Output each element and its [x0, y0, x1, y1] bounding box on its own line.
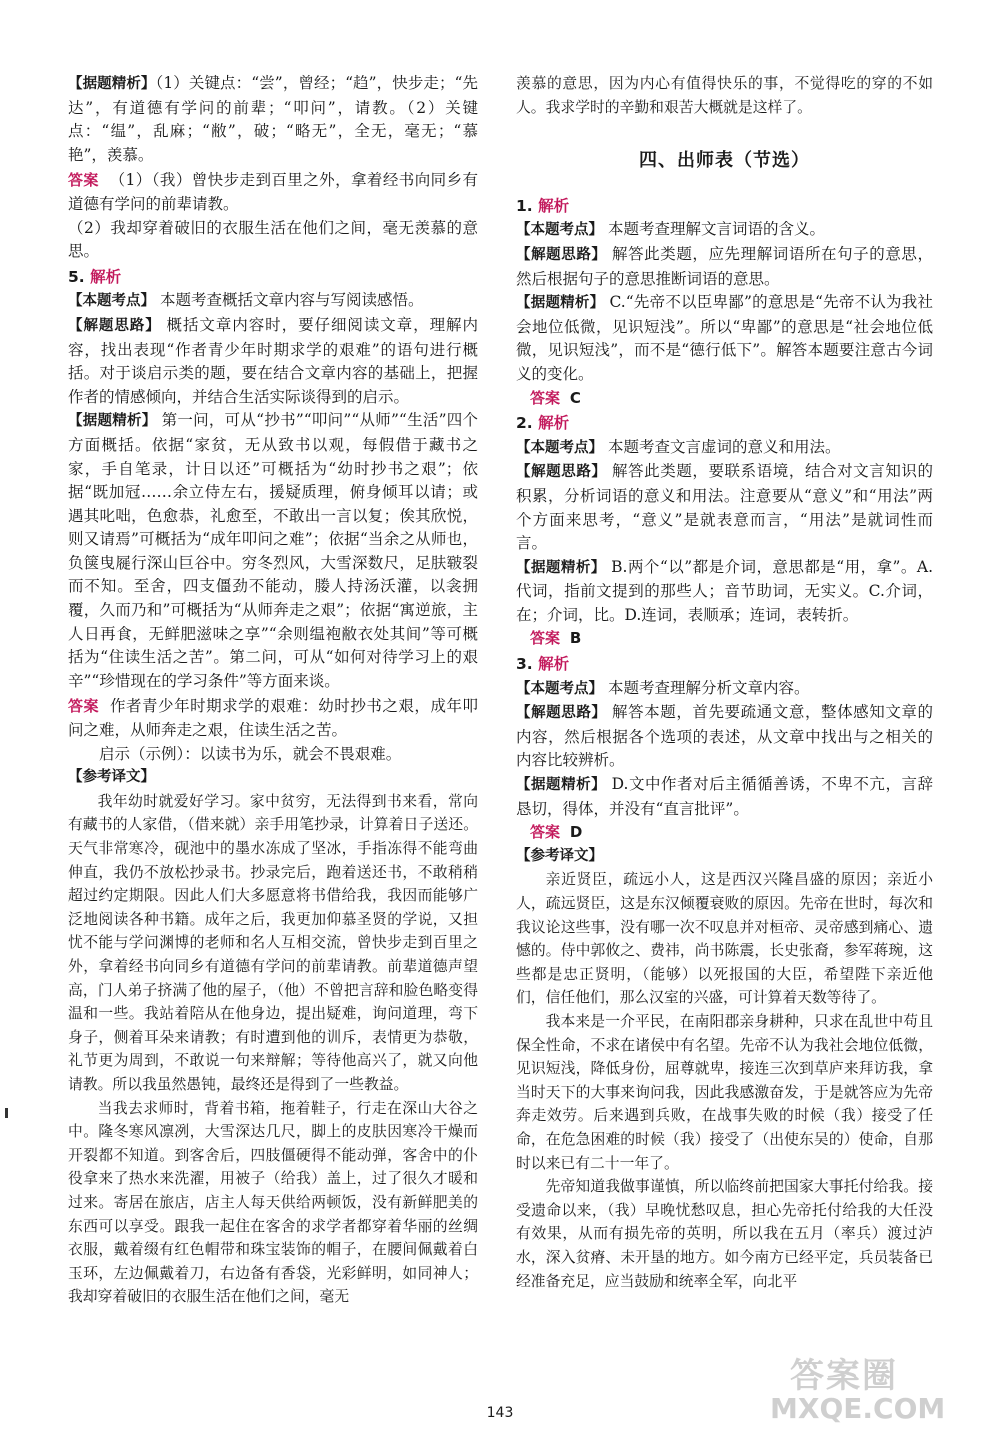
translation-tag: 【参考译文】: [516, 847, 603, 864]
answer-text: B: [569, 629, 582, 648]
answer-paragraph: [68, 169, 478, 216]
translation-continued: 羡慕的意思，因为内心有值得快乐的事，不觉得吃的穿的不如人。我求学时的辛勤和艰苦大概就是这样了。: [516, 75, 933, 116]
answer-text: 作者青少年时期求学的艰难：幼时抄书之艰，成年叩问之难，从师奔走之艰，住读生活之苦。: [68, 697, 478, 740]
translation-paragraph: 当我去求师时，背着书箱，拖着鞋子，行走在深山大谷之中。隆冬寒风凛冽，大雪深达几尺，脚上的皮肤因寒冷干燥而开裂都不知道。到客舍后，四肢僵硬得不能动弹，客舍中的仆役拿来了热水来洗濯，用被子（给我）盖上，过了很久才暖和过来。寄居在旅店，店主人每天供给两顿饭，没有新鲜肥美的东西可以享受。跟我一起住在客舍的求学者都穿着华丽的丝绸衣服，戴着缀有红色帽带和珠宝装饰的帽子，在腰间佩戴着白玉环，左边佩戴着刀，右边备有香袋，光彩鲜明，如同神人；我却穿着破旧的衣服生活在他们之间，毫无: [68, 1099, 478, 1306]
translation-paragraph: 我本来是一介平民，在南阳郡亲身耕种，只求在乱世中苟且保全性命，不求在诸侯中有名望。先帝不认为我社会地位低微，见识短浅，降低身份，屈尊就卑，接连三次到草庐来拜访我，拿当时天下的大事来询问我，因此我感激奋发，于是就答应为先帝奔走效劳。后来遇到兵败，在战事失败的时候（我）接受了任命，在危急困难的时候（我）接受了（出使东吴的）使命，自那时以来已有二十一年了。: [516, 1012, 933, 1172]
jingxi-paragraph: [516, 556, 933, 628]
answer-label: 答案: [530, 823, 561, 842]
section-tag: 【本题考点】: [516, 680, 603, 697]
question-label: 解析: [538, 196, 570, 215]
question-number: 1.: [516, 196, 533, 215]
watermark-url: MXQE.COM: [770, 1392, 946, 1425]
answer-label: 答案: [530, 629, 561, 648]
question-label: 解析: [90, 267, 122, 286]
question-number: 5.: [68, 267, 85, 286]
section-tag: 【本题考点】: [516, 439, 603, 456]
answer-text: D: [569, 823, 583, 842]
paragraph-text: 本题考查理解文言词语的含义。: [607, 220, 825, 239]
answer-text: （1）（我）曾快步走到百里之外，拿着经书向同乡有道德有学问的前辈请教。: [68, 171, 478, 213]
right-column: [516, 72, 933, 1293]
question-header-3: [516, 653, 933, 677]
section-tag: 【本题考点】: [516, 222, 603, 239]
answer-label: 答案: [68, 171, 99, 190]
jingxi-paragraph: [68, 409, 478, 693]
section-tag: 【据题精析】: [68, 76, 156, 92]
paragraph-text: 解答此类题，要联系语境，结合对文言知识的积累，分析词语的意义和用法。注意要从“意义”和“用法”两个方面来思考，“意义”是就表意而言，“用法”是就词性而言。: [516, 462, 933, 553]
paragraph-text: 解答此类题，应先理解词语所在句子的意思，然后根据句子的意思推断词语的意思。: [516, 244, 933, 288]
question-header-5: [68, 266, 478, 290]
paragraph-text: B.两个“以”都是介词，意思都是“用，拿”。A.代词，指前文提到的那些人；音节助词，无实义。C.介词，在；介词，比。D.连词，表顺承；连词，表转折。: [516, 557, 933, 624]
answer-continued: 启示（示例）：以读书为乐，就会不畏艰难。: [99, 744, 402, 763]
section-tag: 【解题思路】: [516, 464, 607, 481]
section-title: 四、出师表（节选）: [639, 150, 810, 172]
jingxi-paragraph: [516, 773, 933, 821]
question-number: 3.: [516, 655, 533, 674]
question-header-1: [516, 195, 933, 219]
answer-paragraph: [68, 695, 478, 742]
paragraph-text: （1）关键点：“尝”，曾经；“趋”，快步走；“先达”，有道德有学问的前辈；“叩问”，请教。（2）关键点：“缊”，乱麻；“敝”，破；“略无”，全无，毫无；“慕艳”，羡慕。: [68, 74, 479, 164]
silu-paragraph: [516, 460, 933, 555]
paragraph-text: 概括文章内容时，要仔细阅读文章，理解内容，找出表现“作者青少年时期求学的艰难”的语句进行概括。对于谈启示类的题，要在结合文章内容的基础上，把握作者的情感倾向，并结合生活实际谈得到的启示。: [68, 315, 478, 406]
margin-mark: [5, 1108, 8, 1118]
question-label: 解析: [538, 655, 570, 674]
section-tag: 【据题精析】: [516, 559, 606, 576]
translation-paragraph: 我年幼时就爱好学习。家中贫穷，无法得到书来看，常向有藏书的人家借，（借来就）亲手用笔抄录，计算着日子送还。天气非常寒冷，砚池中的墨水冻成了坚冰，手指冻得不能弯曲伸直，我仍不放松抄录书。抄录完后，跑着送还书，不敢稍稍超过约定期限。因此人们大多愿意将书借给我，我因而能够广泛地阅读各种书籍。成年之后，我更加仰慕圣贤的学说，又担忧不能与学问渊博的老师和名人互相交流，曾快步走到百里之外，拿着经书向同乡有道德有学问的前辈请教。前辈道德声望高，门人弟子挤满了他的屋子，（他）不曾把言辞和脸色略变得温和一些。我站着陪从在他身边，提出疑难，询问道理，弯下身子，侧着耳朵来请教；有时遭到他的训斥，表情更为恭敬，礼节更为周到，不敢说一句来辩解；等待他高兴了，就又向他请教。所以我虽然愚钝，最终还是得到了一些教益。: [68, 792, 478, 1093]
paragraph-text: D.文中作者对后主循循善诱，不卑不亢，言辞恳切，得体，并没有“直言批评”。: [516, 775, 934, 818]
paragraph-text: 解答本题，首先要疏通文意，整体感知文章的内容，然后根据各个选项的表述，从文章中找出与之相关的内容比较辨析。: [516, 703, 933, 770]
paragraph-text: 第一问，可从“抄书”“叩问”“从师”“生活”四个方面概括。依据“家贫，无从致书以观，每假借于藏书之家，手自笔录，计日以还”可概括为“幼时抄书之艰”；依据“既加冠……余立侍左右，援疑质理，俯身倾耳以请；或遇其叱咄，色愈恭，礼愈至，不敢出一言以复；俟其欣悦，则又请焉”可概括为“成年叩问之难”；依据“当余之从师也，负箧曳屣行深山巨谷中。穷冬烈风，大雪深数尺，足肤皲裂而不知。至舍，四支僵劲不能动，媵人持汤沃灌，以衾拥覆，久而乃和”可概括为“从师奔走之艰”；依据“寓逆旅，主人日再食，无鲜肥滋味之享”“余则缊袍敝衣处其间”等可概括为“住读生活之苦”。第二问，可从“如何对待学习上的艰辛”“珍惜现在的学习条件”等方面来谈。: [68, 411, 478, 690]
watermark-logo: [770, 1348, 960, 1430]
answer-label: 答案: [530, 388, 561, 407]
section-tag: 【本题考点】: [68, 293, 155, 310]
answer-label: 答案: [68, 697, 100, 716]
section-tag: 【解题思路】: [68, 317, 161, 334]
left-column: [68, 72, 478, 1309]
jingxi-paragraph: [516, 291, 933, 386]
translation-paragraph: 亲近贤臣，疏远小人，这是西汉兴隆昌盛的原因；亲近小人，疏远贤臣，这是东汉倾覆衰败的原因。先帝在世时，每次和我议论这些事，没有哪一次不叹息并对桓帝、灵帝感到痛心、遗憾的。侍中郭攸之、费祎，尚书陈震，长史张裔，参军蒋琬，这些都是忠正贤明，（能够）以死报国的大臣，希望陛下亲近他们，信任他们，那么汉室的兴盛，可计算着天数等待了。: [516, 871, 933, 1007]
kaodian-paragraph: [516, 436, 933, 461]
question-header-2: [516, 412, 933, 436]
kaodian-paragraph: [516, 677, 933, 702]
answer-text: C: [569, 388, 581, 407]
section-tag: 【据题精析】: [68, 413, 157, 430]
watermark-text: 答案圈: [790, 1356, 898, 1396]
answer-continued: （2）我却穿着破旧的衣服生活在他们之间，毫无羡慕的意思。: [68, 218, 478, 261]
question-number: 2.: [516, 414, 533, 433]
kaodian-paragraph: [516, 218, 933, 243]
paragraph-text: C.“先帝不以臣卑鄙”的意思是“先帝不认为我社会地位低微，见识短浅”。所以“卑鄙”的意思是“社会地位低微，见识短浅”，而不是“德行低下”。解答本题要注意古今词义的变化。: [516, 293, 933, 383]
section-tag: 【解题思路】: [516, 246, 607, 263]
answer-paragraph: [530, 821, 933, 845]
silu-paragraph: [516, 243, 933, 291]
paragraph-text: 本题考查文言虚词的意义和用法。: [607, 437, 841, 456]
silu-paragraph: [516, 701, 933, 773]
question-label: 解析: [538, 414, 570, 433]
section-tag: 【据题精析】: [516, 295, 605, 312]
kaodian-paragraph: [68, 289, 478, 314]
silu-paragraph: [68, 314, 478, 409]
translation-paragraph: 先帝知道我做事谨慎，所以临终前把国家大事托付给我。接受遗命以来，（我）早晚忧愁叹息，担心先帝托付给我的大任没有效果，从而有损先帝的英明，所以我在五月（率兵）渡过泸水，深入贫瘠、未开垦的地方。如今南方已经平定，兵员装备已经准备充足，应当鼓励和统率全军，向北平: [516, 1178, 933, 1290]
answer-paragraph: [530, 627, 933, 651]
paragraph-text: 本题考查概括文章内容与写阅读感悟。: [159, 291, 424, 310]
section-tag: 【解题思路】: [516, 705, 607, 722]
paragraph-text: 本题考查理解分析文章内容。: [607, 678, 810, 697]
section-tag: 【据题精析】: [516, 777, 607, 794]
answer-paragraph: [530, 387, 933, 411]
translation-tag: 【参考译文】: [68, 769, 155, 786]
page-number: 143: [486, 1405, 514, 1421]
jingxi-paragraph: [68, 72, 478, 167]
